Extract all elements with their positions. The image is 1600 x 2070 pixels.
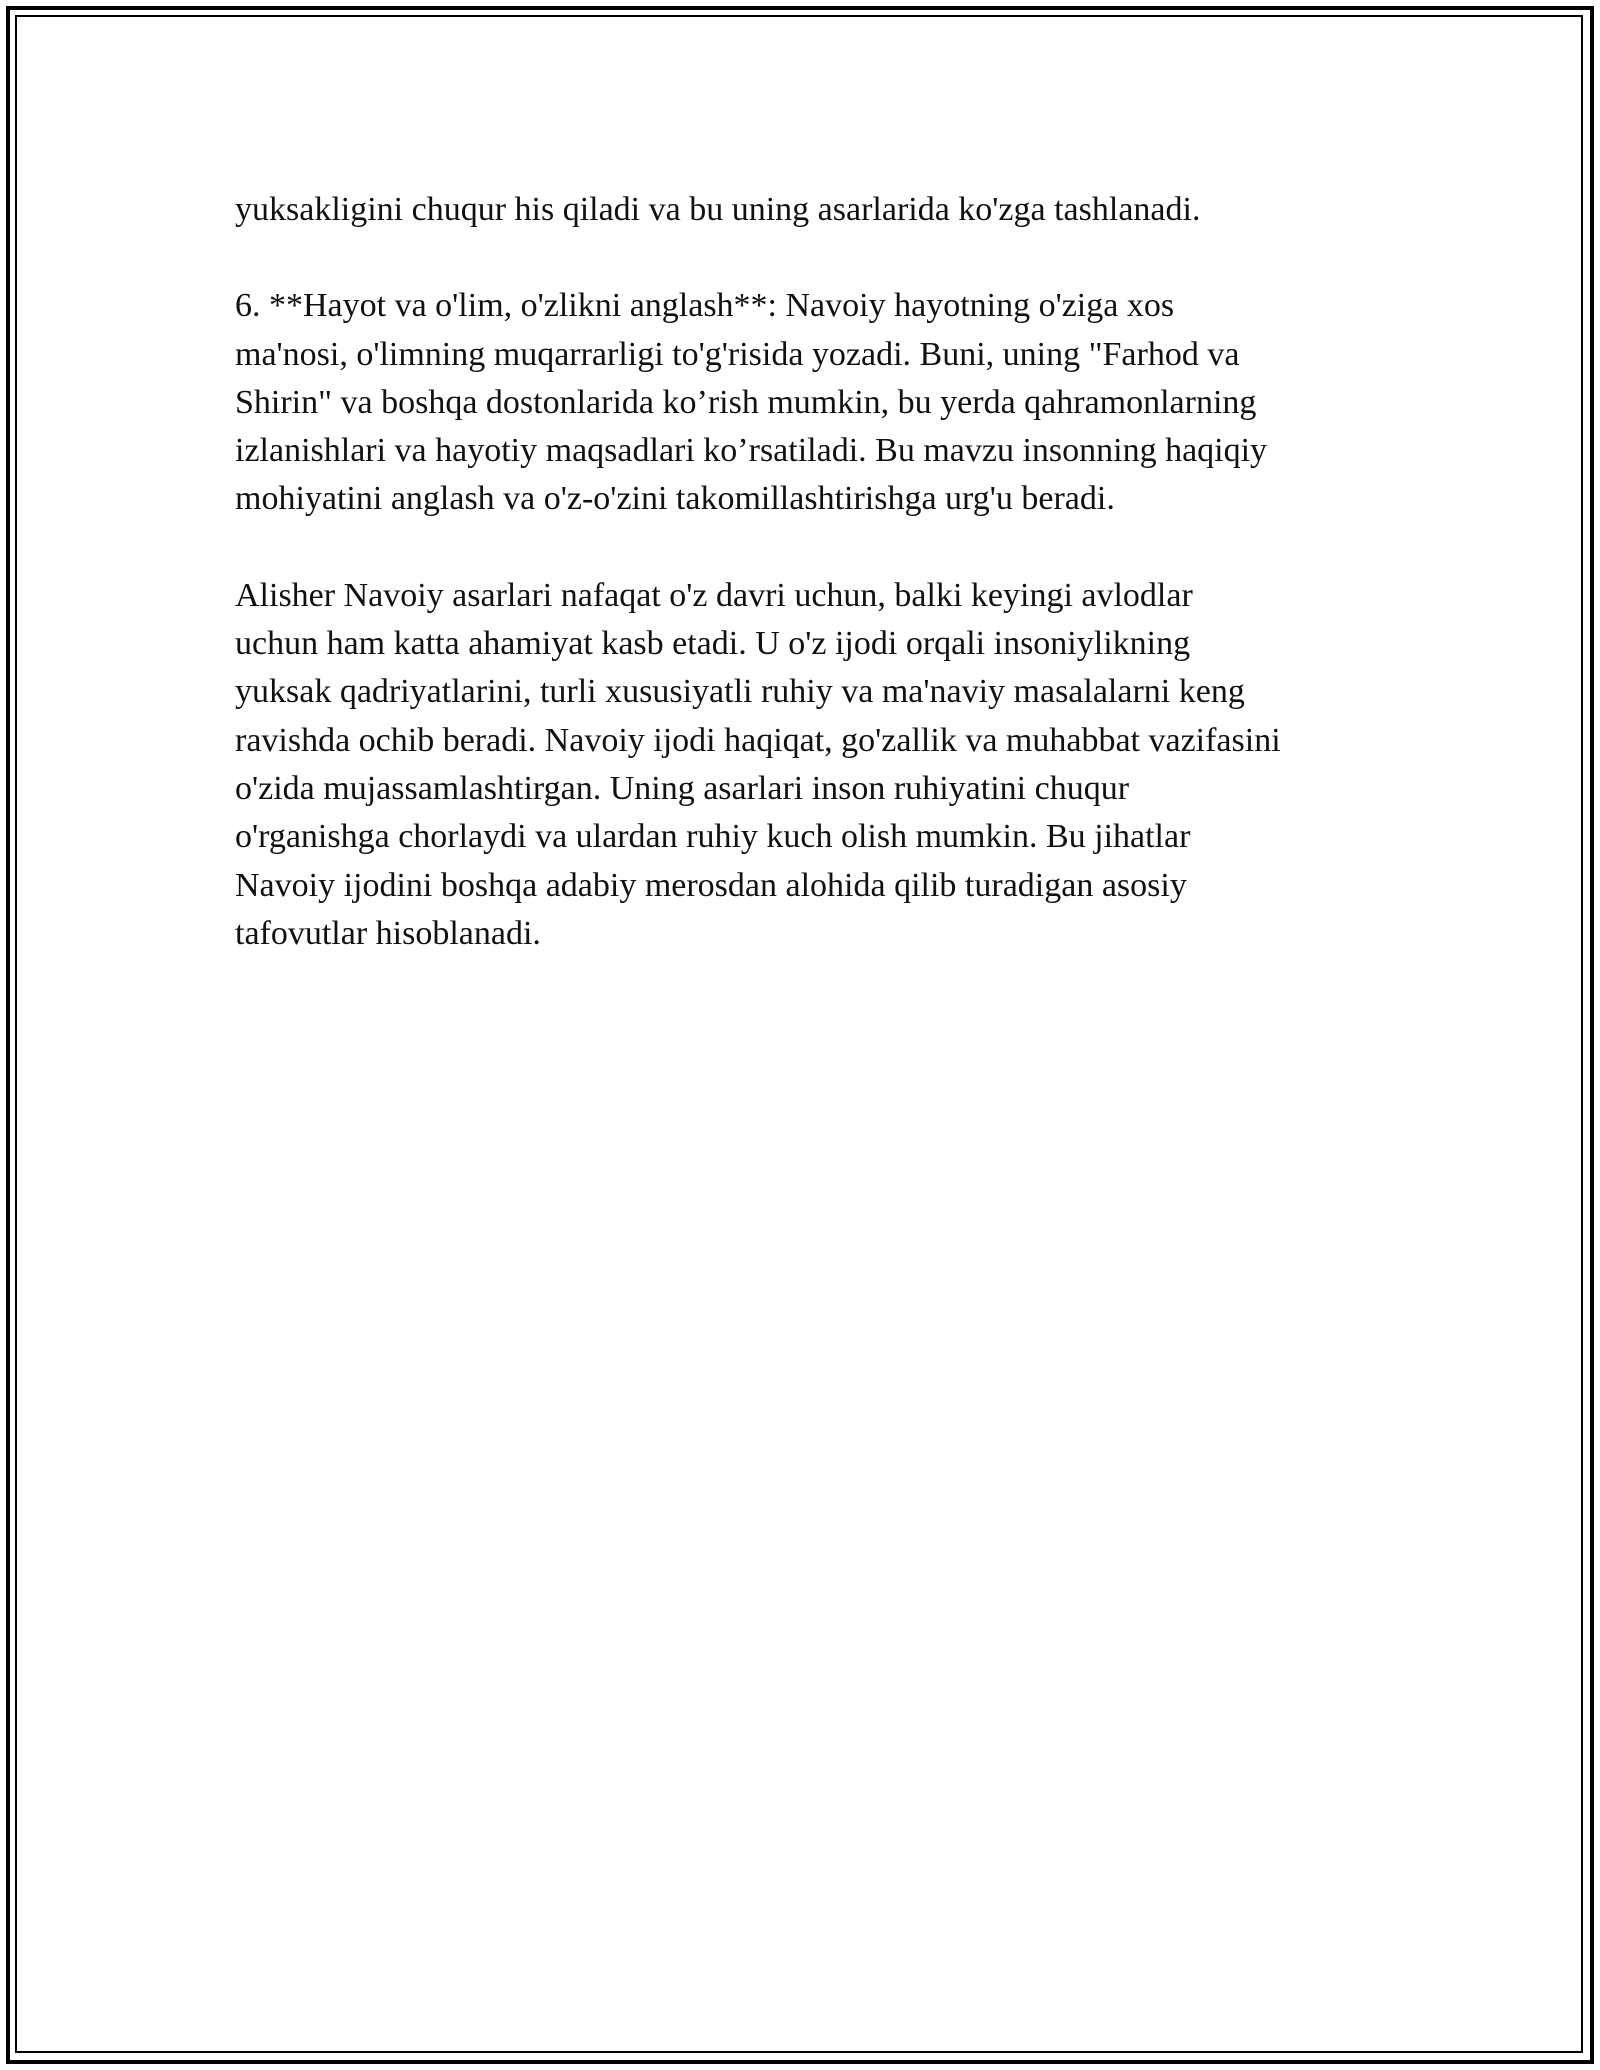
paragraph-life-and-death: [235, 282, 1395, 523]
text-line: tafovutlar hisoblanadi.: [235, 914, 541, 952]
text-line: yuksakligini chuqur his qiladi va bu uning asarlarida ko'zga tashlanadi.: [235, 191, 1201, 228]
text-line: ravishda ochib beradi. Navoiy ijodi haqiqat, go'zallik va muhabbat vazifasini: [235, 721, 1281, 759]
text-line: Navoiy ijodini boshqa adabiy merosdan alohida qilib turadigan asosiy: [235, 866, 1187, 904]
text-line: o'zida mujassamlashtirgan. Uning asarlari inson ruhiyatini chuqur: [235, 769, 1130, 807]
paragraph-conclusion: [235, 572, 1395, 958]
text-line: mohiyatini anglash va o'z-o'zini takomillashtirishga urg'u beradi.: [235, 480, 1115, 518]
text-line: 6. **Hayot va o'lim, o'zlikni anglash**: Navoiy hayotning o'ziga xos: [235, 287, 1175, 325]
text-line: yuksak qadriyatlarini, turli xususiyatli ruhiy va ma'naviy masalalarni keng: [235, 673, 1245, 711]
text-line: Alisher Navoiy asarlari nafaqat o'z davri uchun, balki keyingi avlodlar: [235, 576, 1193, 614]
text-line: izlanishlari va hayotiy maqsadlari ko’rsatiladi. Bu mavzu insonning haqiqiy: [235, 432, 1268, 470]
text-line: ma'nosi, o'limning muqarrarligi to'g'risida yozadi. Buni, uning "Farhod va: [235, 335, 1240, 373]
text-line: uchun ham katta ahamiyat kasb etadi. U o'z ijodi orqali insoniylikning: [235, 625, 1191, 663]
document-body: [235, 186, 1395, 1006]
text-line: Shirin" va boshqa dostonlarida ko’rish mumkin, bu yerda qahramonlarning: [235, 383, 1257, 421]
text-line: o'rganishga chorlaydi va ulardan ruhiy kuch olish mumkin. Bu jihatlar: [235, 818, 1191, 856]
paragraph-continuation: [235, 186, 1395, 234]
